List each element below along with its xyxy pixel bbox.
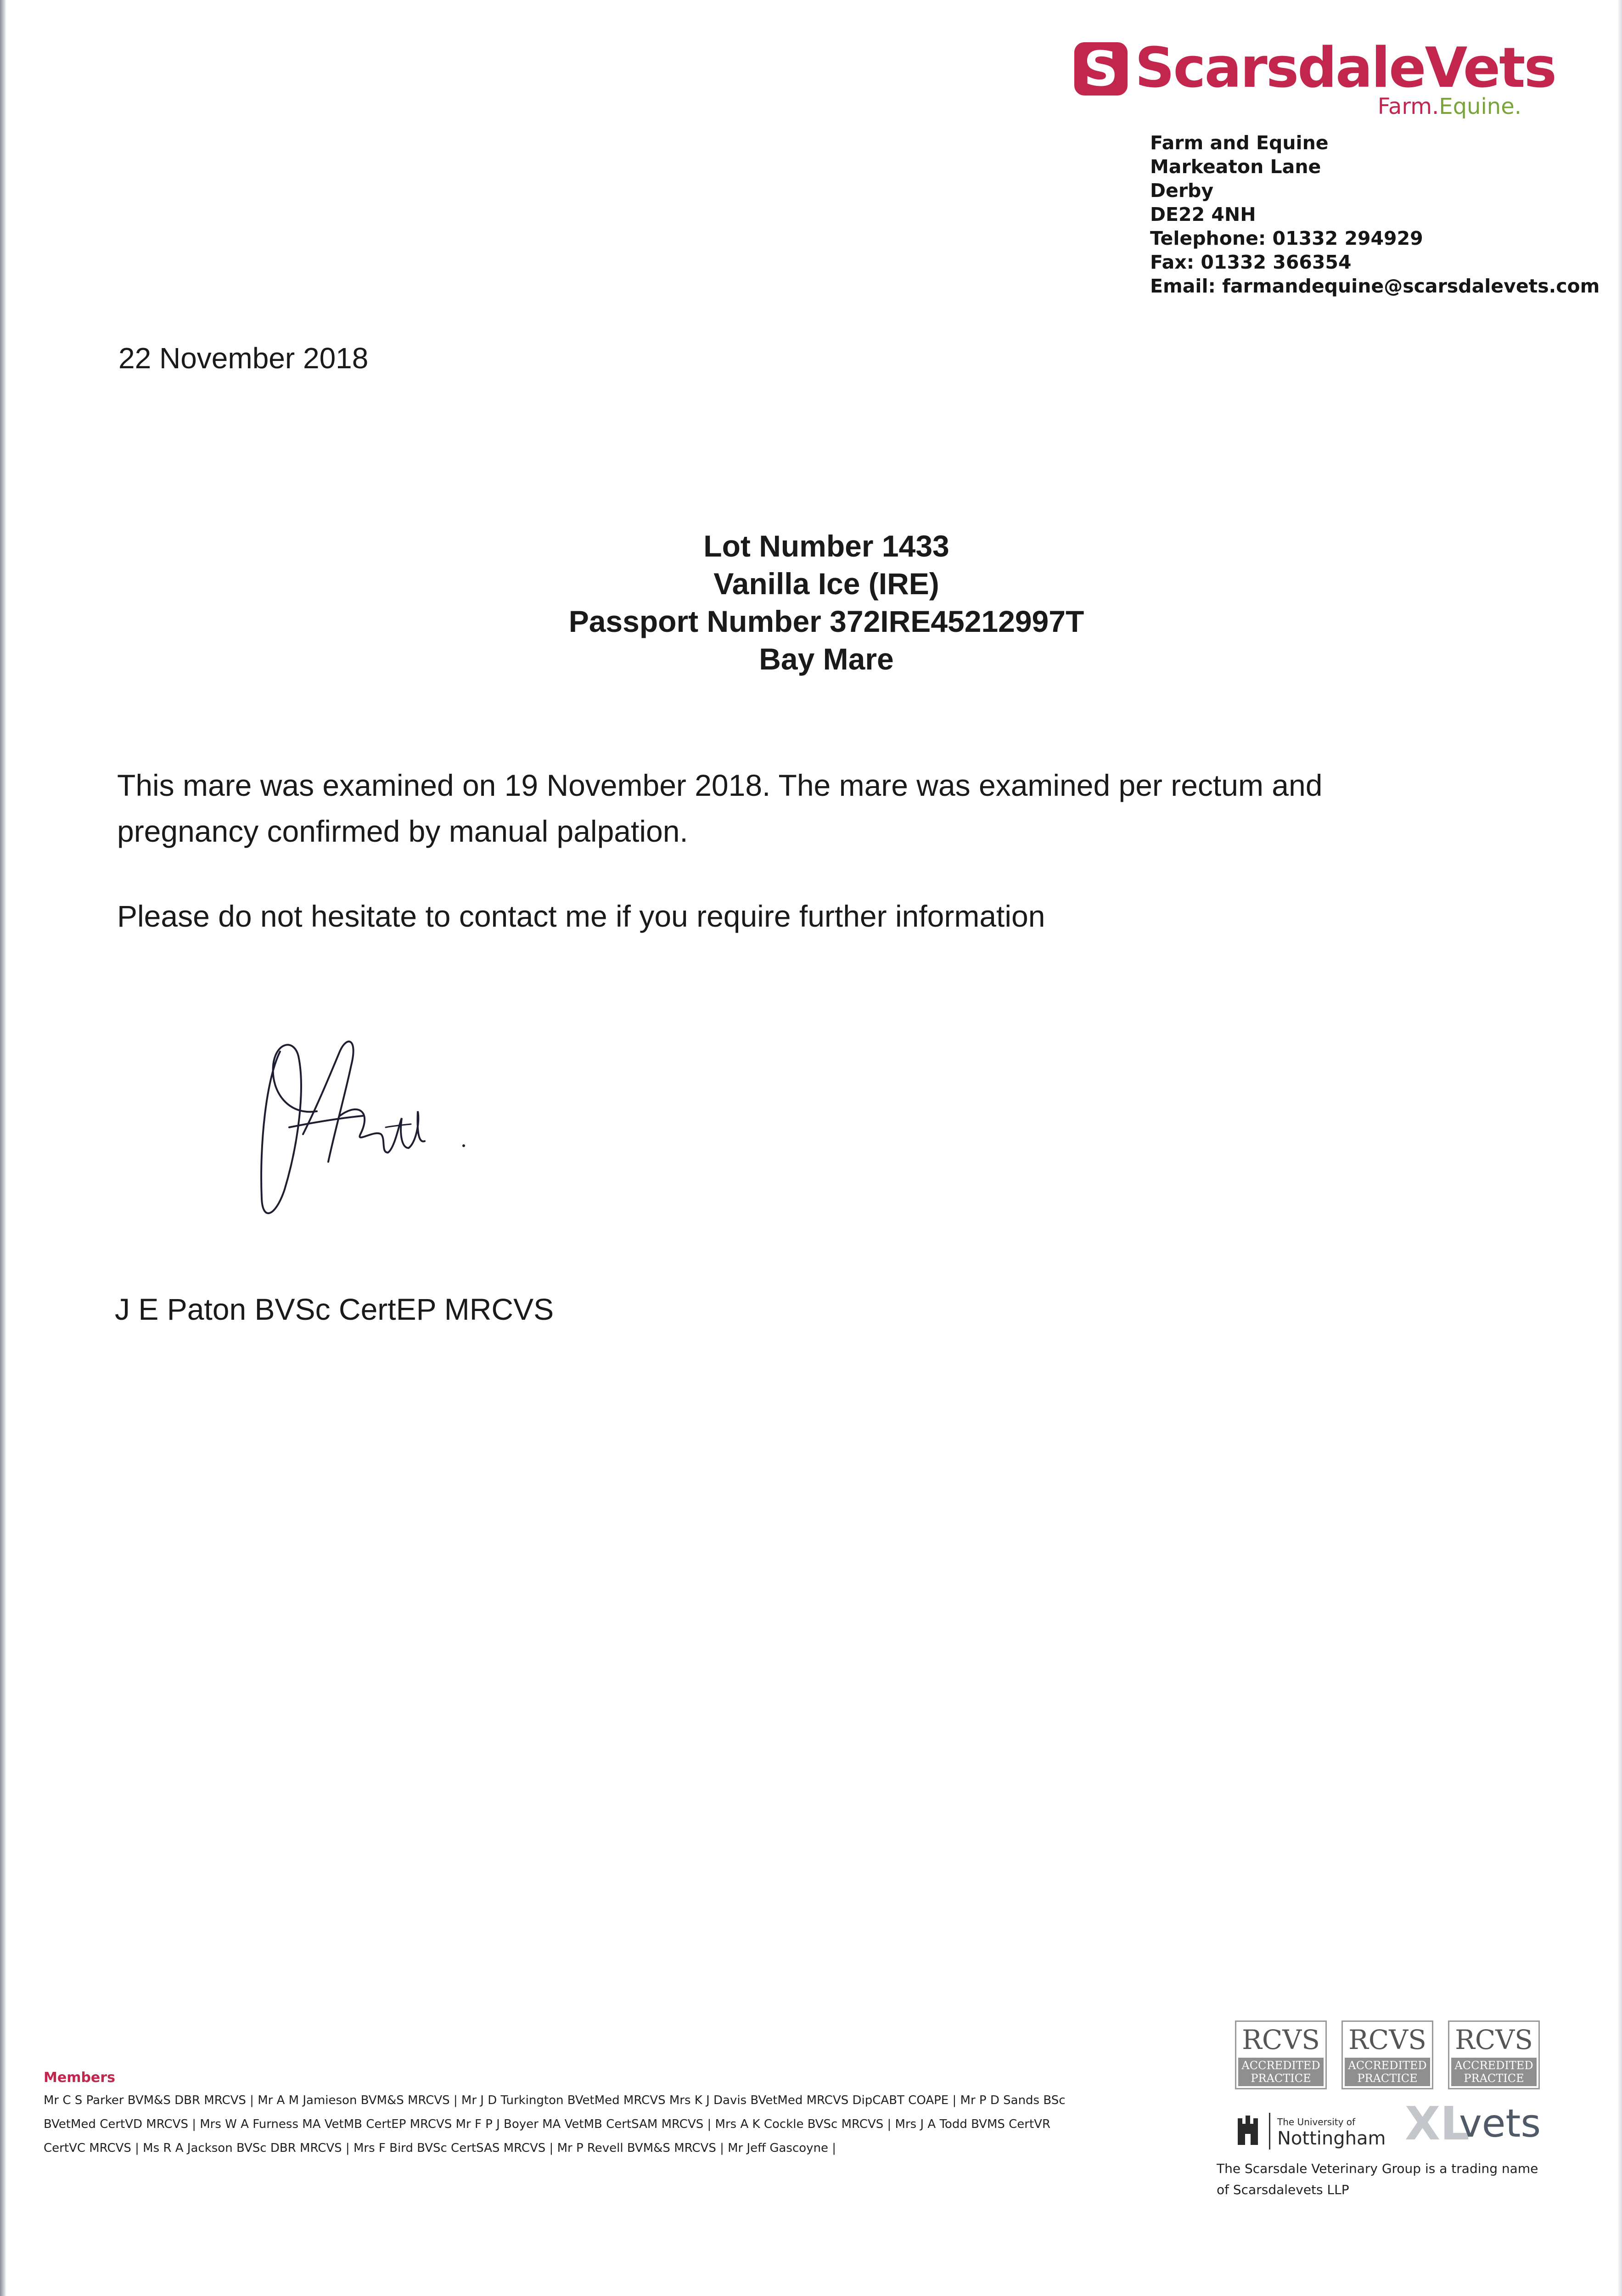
logo-mark-letter: S (1083, 41, 1118, 97)
rcvs-badge-label: ACCREDITED PRACTICE (1345, 2058, 1430, 2086)
examination-paragraph: This mare was examined on 19 November 2018. The mare was examined per rectum and pregnancy confirmed by manual palpation. (117, 768, 1323, 848)
xl-vets-prefix: XL (1405, 2097, 1470, 2150)
horse-description: Bay Mare (759, 642, 894, 676)
address-line: Derby (1150, 180, 1214, 202)
castle-crest-icon (1235, 2114, 1261, 2149)
address-fax: Fax: 01332 366354 (1150, 251, 1352, 273)
logo-tagline-equine: Equine. (1439, 94, 1521, 119)
university-name: Nottingham (1277, 2128, 1386, 2149)
address-line: Farm and Equine (1150, 132, 1329, 154)
address-line: DE22 4NH (1150, 203, 1256, 225)
rcvs-accredited-badge (1235, 2020, 1327, 2089)
xl-vets-logo (1405, 2099, 1552, 2149)
xl-vets-suffix: vets (1459, 2101, 1541, 2146)
address-telephone: Telephone: 01332 294929 (1150, 227, 1423, 249)
handwritten-signature (248, 1024, 487, 1235)
scan-edge-left (0, 0, 6, 2296)
logo-tagline-farm: Farm. (1377, 94, 1439, 119)
rcvs-badge-title: RCVS (1348, 2024, 1426, 2055)
university-of-nottingham-logo (1235, 2110, 1391, 2156)
rcvs-badge-label: ACCREDITED PRACTICE (1451, 2058, 1537, 2086)
address-line: Markeaton Lane (1150, 156, 1321, 178)
lot-number: Lot Number 1433 (703, 529, 949, 563)
members-list (44, 2088, 1219, 2160)
passport-number: Passport Number 372IRE45212997T (568, 604, 1084, 638)
rcvs-badge-title: RCVS (1455, 2024, 1533, 2055)
members-line: Mr C S Parker BVM&S DBR MRCVS | Mr A M Jamieson BVM&S MRCVS | Mr J D Turkington BVetMed MRCVS Mrs K J Davis BVetMed MRCVS DipCABT COAPE | Mr P D Sands BSc (44, 2093, 1066, 2107)
horse-name: Vanilla Ice (IRE) (713, 567, 939, 601)
logo-wordmark: ScarsdaleVets (1135, 36, 1556, 100)
address-email: Email: farmandequine@scarsdalevets.com (1150, 275, 1600, 297)
scarsdale-vets-logo (1070, 32, 1556, 124)
letter-date: 22 November 2018 (118, 342, 369, 375)
members-title: Members (44, 2070, 115, 2086)
logo-mark-icon (1074, 42, 1128, 96)
university-logo-divider (1269, 2113, 1270, 2150)
horse-details-heading (459, 527, 1194, 678)
rcvs-accredited-badge (1448, 2020, 1540, 2089)
contact-paragraph: Please do not hesitate to contact me if you require further information (117, 899, 1045, 933)
signer-name: J E Paton BVSc CertEP MRCVS (115, 1292, 554, 1326)
scan-edge-right (1617, 0, 1622, 2296)
practice-address (1150, 131, 1600, 298)
university-small-text: The University of (1277, 2116, 1356, 2127)
logo-tagline (1378, 93, 1521, 120)
members-line: CertVC MRCVS | Ms R A Jackson BVSc DBR MRCVS | Mrs F Bird BVSc CertSAS MRCVS | Mr P Revell BVM&S MRCVS | Mr Jeff Gascoyne | (44, 2141, 836, 2155)
rcvs-badge-title: RCVS (1242, 2024, 1320, 2055)
members-line: BVetMed CertVD MRCVS | Mrs W A Furness MA VetMB CertEP MRCVS Mr F P J Boyer MA VetMB CertSAM MRCVS | Mrs A K Cockle BVSc MRCVS | Mrs J A Todd BVMS CertVR (44, 2117, 1051, 2131)
rcvs-accredited-badge (1341, 2020, 1433, 2089)
trading-note-line: The Scarsdale Veterinary Group is a trading name (1217, 2161, 1538, 2176)
rcvs-badge-label: ACCREDITED PRACTICE (1238, 2058, 1324, 2086)
trading-name-note (1217, 2158, 1547, 2200)
trading-note-line: of Scarsdalevets LLP (1217, 2182, 1349, 2197)
rcvs-badges (1235, 2020, 1547, 2089)
